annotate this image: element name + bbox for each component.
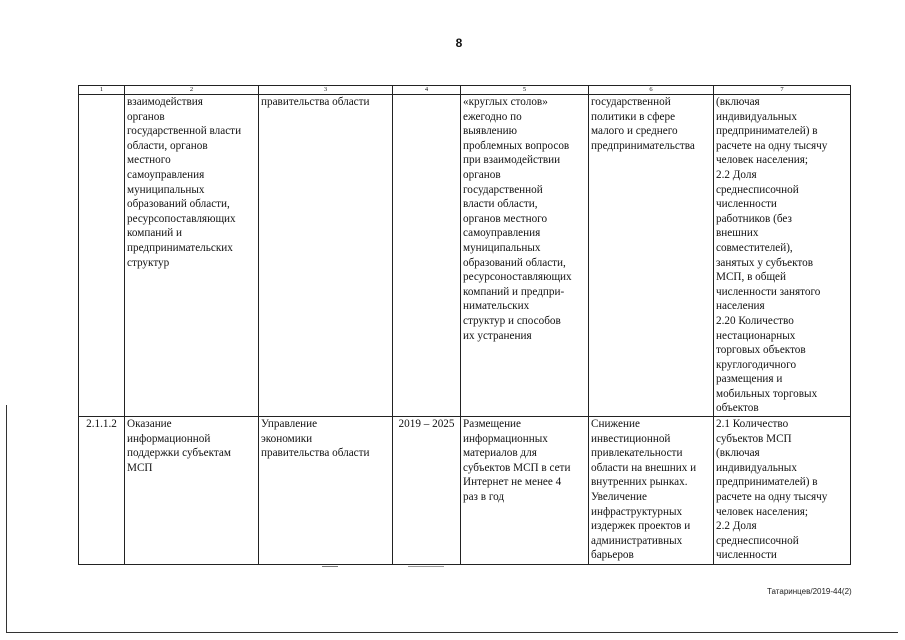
cell-text-line: размещения и (716, 373, 783, 386)
cell-text-line: барьеров (591, 549, 634, 562)
cell-text-line: образований области, (127, 198, 230, 211)
measure-number-cell (79, 95, 125, 417)
cell-text-line: среднесписочной (716, 534, 799, 547)
cell-text-line: издержек проектов и (591, 520, 691, 533)
cell-text-line: расчете на одну тысячу (716, 139, 828, 152)
cell-text-line: экономики (261, 432, 313, 445)
scan-edge-line (6, 632, 898, 633)
column-number: 7 (714, 86, 851, 95)
column-number: 5 (461, 86, 589, 95)
cell-text-line: 2.2 Доля (716, 168, 757, 181)
cell-text-line: при взаимодействии (463, 154, 561, 167)
cell-text-line: нимательских (463, 300, 530, 313)
cell-text-line: торговых объектов (716, 344, 806, 357)
cell-text-line: ресурсопоставляющих (127, 212, 236, 225)
document-signature: Татаринцев/2019-44(2) (767, 587, 852, 596)
expected-result-cell (589, 417, 714, 565)
cell-text-line: привлекательности (591, 447, 683, 460)
cell-text-line: информационных (463, 432, 548, 445)
cell-text-line: (включая (716, 447, 760, 460)
cell-text-line: структур (127, 256, 170, 269)
cell-text-line: инфраструктурных (591, 505, 683, 518)
cell-text-line: внешних (716, 227, 759, 240)
cell-text-line: индивидуальных (716, 110, 797, 123)
cell-text-line: «круглых столов» (463, 96, 548, 108)
cell-text-line: малого и среднего (591, 125, 678, 138)
column-number: 1 (79, 86, 125, 95)
cell-text-line: предпринимательских (127, 241, 233, 254)
cell-text-line: среднесписочной (716, 183, 799, 196)
cell-text-line: образований области, (463, 256, 566, 269)
cell-text-line: мобильных торговых (716, 387, 818, 400)
cell-text-line: Снижение (591, 418, 640, 431)
cell-text-line: самоуправления (127, 168, 205, 181)
cell-text-line: раз в год (463, 491, 505, 504)
cell-text-line: субъектов МСП в сети (463, 461, 571, 474)
scan-mark (322, 566, 338, 567)
cell-text-line: занятых у субъектов (716, 256, 814, 269)
cell-text-line: органов (463, 168, 501, 181)
cell-text-line: населения (716, 300, 765, 313)
cell-text-line: компаний и (127, 227, 183, 240)
cell-text-line: материалов для (463, 447, 537, 460)
column-number-row (79, 86, 851, 95)
cell-text-line: государственной (591, 96, 671, 108)
column-number: 4 (393, 86, 461, 95)
cell-text-line: круглогодичного (716, 358, 797, 371)
cell-text-line: работников (без (716, 212, 792, 225)
cell-text-line: расчете на одну тысячу (716, 491, 828, 504)
table-row (79, 417, 851, 565)
cell-text-line: компаний и предпри- (463, 285, 565, 298)
cell-text-line: человек населения; (716, 154, 808, 167)
cell-text-line: органов (127, 110, 165, 123)
cell-text-line: муниципальных (463, 241, 541, 254)
cell-text-line: 2.20 Количество (716, 314, 794, 327)
cell-text-line: 2.1 Количество (716, 418, 789, 431)
cell-text-line: нестационарных (716, 329, 796, 342)
indicators-cell (714, 95, 851, 417)
cell-text-line: административных (591, 534, 683, 547)
cell-text-line: субъектов МСП (716, 432, 792, 445)
cell-text-line: предпринимательства (591, 139, 695, 152)
cell-text-line: правительства области (261, 447, 370, 460)
cell-text-line: Интернет не менее 4 (463, 476, 562, 489)
cell-text-line: государственной (463, 183, 543, 196)
scan-mark (408, 566, 444, 567)
cell-text-line: органов местного (463, 212, 548, 225)
cell-text-line: Оказание (127, 418, 172, 431)
cell-text-line: ресурсоноставляющих (463, 271, 572, 284)
measure-number-cell: 2.1.1.2 (79, 417, 125, 565)
measures-table (78, 85, 851, 565)
cell-text-line: 2.2 Доля (716, 520, 757, 533)
column-number: 2 (125, 86, 259, 95)
cell-text-line: ежегодно по (463, 110, 522, 123)
cell-text-line: Управление (261, 418, 318, 431)
measure-content-cell (461, 95, 589, 417)
cell-text-line: выявлению (463, 125, 517, 138)
cell-text-line: местного (127, 154, 171, 167)
executor-cell (259, 95, 393, 417)
period-cell: 2019 – 2025 (393, 417, 461, 565)
measure-name-cell (125, 95, 259, 417)
executor-cell (259, 417, 393, 565)
cell-text-line: численности занятого (716, 285, 821, 298)
cell-text-line: МСП, в общей (716, 271, 787, 284)
cell-text-line: самоуправления (463, 227, 541, 240)
expected-result-cell (589, 95, 714, 417)
page-number: 8 (455, 36, 463, 50)
cell-text-line: Размещение (463, 418, 522, 431)
measure-name-cell (125, 417, 259, 565)
period-cell (393, 95, 461, 417)
table-row (79, 95, 851, 417)
cell-text-line: поддержки субъектам (127, 447, 231, 460)
cell-text-line: политики в сфере (591, 110, 676, 123)
scan-edge-line (6, 405, 7, 633)
cell-text-line: области на внешних и (591, 461, 697, 474)
cell-text-line: совместителей), (716, 241, 793, 254)
cell-text-line: предпринимателей) в (716, 476, 818, 489)
measure-content-cell (461, 417, 589, 565)
cell-text-line: власти области, (463, 198, 538, 211)
cell-text-line: взаимодействия (127, 96, 203, 108)
cell-text-line: (включая (716, 96, 760, 108)
indicators-cell (714, 417, 851, 565)
cell-text-line: государственной власти (127, 125, 242, 138)
cell-text-line: МСП (127, 461, 153, 474)
cell-text-line: муниципальных (127, 183, 205, 196)
cell-text-line: области, органов (127, 139, 208, 152)
column-number: 3 (259, 86, 393, 95)
column-number: 6 (589, 86, 714, 95)
cell-text-line: проблемных вопросов (463, 139, 570, 152)
cell-text-line: структур и способов (463, 314, 561, 327)
cell-text-line: численности (716, 549, 777, 562)
cell-text-line: их устранения (463, 329, 532, 342)
cell-text-line: внутренних рынках. (591, 476, 688, 489)
cell-text-line: инвестиционной (591, 432, 671, 445)
cell-text-line: индивидуальных (716, 461, 797, 474)
cell-text-line: объектов (716, 402, 759, 415)
cell-text-line: численности (716, 198, 777, 211)
cell-text-line: Увеличение (591, 491, 647, 504)
cell-text-line: предпринимателей) в (716, 125, 818, 138)
cell-text-line: человек населения; (716, 505, 808, 518)
cell-text-line: правительства области (261, 96, 370, 108)
cell-text-line: информационной (127, 432, 211, 445)
